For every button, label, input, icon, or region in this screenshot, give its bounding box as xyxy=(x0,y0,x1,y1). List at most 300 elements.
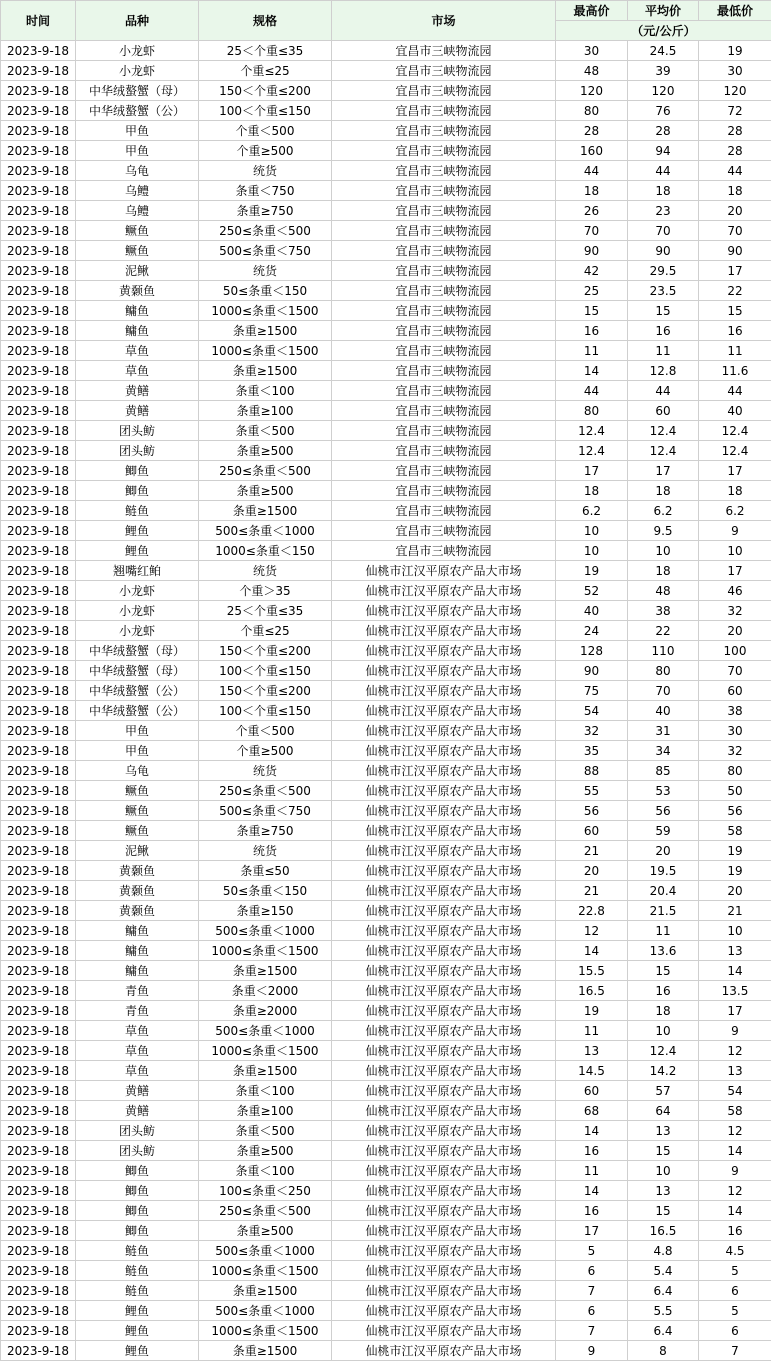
avg-price-cell: 76 xyxy=(628,101,699,121)
date-cell: 2023-9-18 xyxy=(1,1061,76,1081)
market-cell: 宜昌市三峡物流园 xyxy=(332,461,556,481)
market-cell: 宜昌市三峡物流园 xyxy=(332,421,556,441)
table-row xyxy=(1,621,771,641)
variety-cell: 小龙虾 xyxy=(76,581,199,601)
min-price-cell: 54 xyxy=(699,1081,771,1101)
avg-price-cell: 9.5 xyxy=(628,521,699,541)
spec-cell: 1000≤条重＜1500 xyxy=(199,301,332,321)
variety-cell: 鳜鱼 xyxy=(76,821,199,841)
table-row xyxy=(1,61,771,81)
avg-price-cell: 13.6 xyxy=(628,941,699,961)
avg-price-cell: 24.5 xyxy=(628,41,699,61)
market-cell: 仙桃市江汉平原农产品大市场 xyxy=(332,1301,556,1321)
table-row xyxy=(1,821,771,841)
spec-cell: 条重＜2000 xyxy=(199,981,332,1001)
spec-cell: 个重≤25 xyxy=(199,61,332,81)
market-cell: 仙桃市江汉平原农产品大市场 xyxy=(332,1261,556,1281)
table-row xyxy=(1,121,771,141)
table-row xyxy=(1,661,771,681)
min-price-cell: 21 xyxy=(699,901,771,921)
table-row xyxy=(1,801,771,821)
date-cell: 2023-9-18 xyxy=(1,1041,76,1061)
avg-price-cell: 39 xyxy=(628,61,699,81)
market-cell: 仙桃市江汉平原农产品大市场 xyxy=(332,1021,556,1041)
variety-cell: 鳙鱼 xyxy=(76,921,199,941)
header-date: 时间 xyxy=(1,1,76,41)
variety-cell: 草鱼 xyxy=(76,1061,199,1081)
date-cell: 2023-9-18 xyxy=(1,101,76,121)
max-price-cell: 80 xyxy=(556,101,628,121)
market-cell: 宜昌市三峡物流园 xyxy=(332,221,556,241)
date-cell: 2023-9-18 xyxy=(1,761,76,781)
market-cell: 仙桃市江汉平原农产品大市场 xyxy=(332,801,556,821)
spec-cell: 个重≤25 xyxy=(199,621,332,641)
max-price-cell: 14.5 xyxy=(556,1061,628,1081)
spec-cell: 25＜个重≤35 xyxy=(199,601,332,621)
market-cell: 宜昌市三峡物流园 xyxy=(332,261,556,281)
avg-price-cell: 94 xyxy=(628,141,699,161)
spec-cell: 条重≥1500 xyxy=(199,501,332,521)
table-row xyxy=(1,301,771,321)
max-price-cell: 10 xyxy=(556,521,628,541)
variety-cell: 鳙鱼 xyxy=(76,321,199,341)
market-cell: 仙桃市江汉平原农产品大市场 xyxy=(332,941,556,961)
date-cell: 2023-9-18 xyxy=(1,1201,76,1221)
variety-cell: 团头鲂 xyxy=(76,441,199,461)
max-price-cell: 15 xyxy=(556,301,628,321)
min-price-cell: 20 xyxy=(699,881,771,901)
table-row xyxy=(1,261,771,281)
max-price-cell: 24 xyxy=(556,621,628,641)
market-cell: 仙桃市江汉平原农产品大市场 xyxy=(332,1041,556,1061)
max-price-cell: 10 xyxy=(556,541,628,561)
avg-price-cell: 10 xyxy=(628,1161,699,1181)
market-cell: 宜昌市三峡物流园 xyxy=(332,141,556,161)
table-row xyxy=(1,201,771,221)
market-cell: 宜昌市三峡物流园 xyxy=(332,41,556,61)
avg-price-cell: 85 xyxy=(628,761,699,781)
spec-cell: 条重≥1500 xyxy=(199,1281,332,1301)
max-price-cell: 15.5 xyxy=(556,961,628,981)
spec-cell: 50≤条重＜150 xyxy=(199,881,332,901)
table-row xyxy=(1,441,771,461)
min-price-cell: 28 xyxy=(699,121,771,141)
spec-cell: 条重≥1500 xyxy=(199,321,332,341)
market-cell: 仙桃市江汉平原农产品大市场 xyxy=(332,961,556,981)
variety-cell: 甲鱼 xyxy=(76,741,199,761)
market-cell: 宜昌市三峡物流园 xyxy=(332,121,556,141)
spec-cell: 条重≥100 xyxy=(199,401,332,421)
variety-cell: 中华绒螯蟹（公） xyxy=(76,101,199,121)
max-price-cell: 9 xyxy=(556,1341,628,1361)
avg-price-cell: 53 xyxy=(628,781,699,801)
market-cell: 仙桃市江汉平原农产品大市场 xyxy=(332,921,556,941)
max-price-cell: 7 xyxy=(556,1281,628,1301)
date-cell: 2023-9-18 xyxy=(1,321,76,341)
date-cell: 2023-9-18 xyxy=(1,201,76,221)
market-cell: 仙桃市江汉平原农产品大市场 xyxy=(332,761,556,781)
min-price-cell: 17 xyxy=(699,561,771,581)
table-row xyxy=(1,981,771,1001)
avg-price-cell: 44 xyxy=(628,381,699,401)
min-price-cell: 72 xyxy=(699,101,771,121)
date-cell: 2023-9-18 xyxy=(1,1161,76,1181)
spec-cell: 条重≥500 xyxy=(199,1141,332,1161)
header-max-price: 最高价 xyxy=(556,1,628,21)
spec-cell: 500≤条重＜1000 xyxy=(199,1241,332,1261)
max-price-cell: 6 xyxy=(556,1261,628,1281)
variety-cell: 甲鱼 xyxy=(76,121,199,141)
min-price-cell: 5 xyxy=(699,1301,771,1321)
variety-cell: 小龙虾 xyxy=(76,61,199,81)
max-price-cell: 20 xyxy=(556,861,628,881)
min-price-cell: 28 xyxy=(699,141,771,161)
max-price-cell: 22.8 xyxy=(556,901,628,921)
table-row xyxy=(1,761,771,781)
avg-price-cell: 70 xyxy=(628,681,699,701)
table-header xyxy=(1,1,771,41)
avg-price-cell: 10 xyxy=(628,541,699,561)
max-price-cell: 160 xyxy=(556,141,628,161)
market-cell: 仙桃市江汉平原农产品大市场 xyxy=(332,1161,556,1181)
date-cell: 2023-9-18 xyxy=(1,421,76,441)
min-price-cell: 9 xyxy=(699,1021,771,1041)
avg-price-cell: 15 xyxy=(628,1201,699,1221)
table-row xyxy=(1,1161,771,1181)
variety-cell: 鲫鱼 xyxy=(76,1221,199,1241)
table-row xyxy=(1,421,771,441)
date-cell: 2023-9-18 xyxy=(1,1301,76,1321)
header-variety: 品种 xyxy=(76,1,199,41)
date-cell: 2023-9-18 xyxy=(1,1221,76,1241)
date-cell: 2023-9-18 xyxy=(1,41,76,61)
max-price-cell: 120 xyxy=(556,81,628,101)
spec-cell: 统货 xyxy=(199,561,332,581)
spec-cell: 100＜个重≤150 xyxy=(199,701,332,721)
min-price-cell: 11 xyxy=(699,341,771,361)
min-price-cell: 4.5 xyxy=(699,1241,771,1261)
min-price-cell: 12 xyxy=(699,1121,771,1141)
variety-cell: 乌鳢 xyxy=(76,181,199,201)
avg-price-cell: 16 xyxy=(628,981,699,1001)
market-cell: 仙桃市江汉平原农产品大市场 xyxy=(332,621,556,641)
date-cell: 2023-9-18 xyxy=(1,721,76,741)
variety-cell: 鳙鱼 xyxy=(76,301,199,321)
avg-price-cell: 16.5 xyxy=(628,1221,699,1241)
variety-cell: 鳜鱼 xyxy=(76,801,199,821)
avg-price-cell: 13 xyxy=(628,1181,699,1201)
market-cell: 仙桃市江汉平原农产品大市场 xyxy=(332,881,556,901)
variety-cell: 甲鱼 xyxy=(76,721,199,741)
min-price-cell: 15 xyxy=(699,301,771,321)
max-price-cell: 90 xyxy=(556,241,628,261)
max-price-cell: 70 xyxy=(556,221,628,241)
spec-cell: 150＜个重≤200 xyxy=(199,81,332,101)
spec-cell: 统货 xyxy=(199,841,332,861)
table-row xyxy=(1,1281,771,1301)
market-cell: 仙桃市江汉平原农产品大市场 xyxy=(332,1121,556,1141)
variety-cell: 草鱼 xyxy=(76,1021,199,1041)
variety-cell: 鲢鱼 xyxy=(76,1281,199,1301)
avg-price-cell: 56 xyxy=(628,801,699,821)
min-price-cell: 90 xyxy=(699,241,771,261)
table-row xyxy=(1,241,771,261)
max-price-cell: 75 xyxy=(556,681,628,701)
variety-cell: 鲫鱼 xyxy=(76,461,199,481)
avg-price-cell: 18 xyxy=(628,181,699,201)
spec-cell: 250≤条重＜500 xyxy=(199,1201,332,1221)
max-price-cell: 19 xyxy=(556,561,628,581)
date-cell: 2023-9-18 xyxy=(1,461,76,481)
avg-price-cell: 28 xyxy=(628,121,699,141)
spec-cell: 1000≤条重＜1500 xyxy=(199,1261,332,1281)
min-price-cell: 12 xyxy=(699,1181,771,1201)
market-cell: 宜昌市三峡物流园 xyxy=(332,61,556,81)
table-row xyxy=(1,281,771,301)
min-price-cell: 120 xyxy=(699,81,771,101)
spec-cell: 25＜个重≤35 xyxy=(199,41,332,61)
avg-price-cell: 64 xyxy=(628,1101,699,1121)
max-price-cell: 12.4 xyxy=(556,441,628,461)
table-row xyxy=(1,81,771,101)
avg-price-cell: 22 xyxy=(628,621,699,641)
date-cell: 2023-9-18 xyxy=(1,901,76,921)
max-price-cell: 6.2 xyxy=(556,501,628,521)
variety-cell: 鳙鱼 xyxy=(76,961,199,981)
date-cell: 2023-9-18 xyxy=(1,441,76,461)
date-cell: 2023-9-18 xyxy=(1,981,76,1001)
table-row xyxy=(1,41,771,61)
date-cell: 2023-9-18 xyxy=(1,1321,76,1341)
date-cell: 2023-9-18 xyxy=(1,941,76,961)
avg-price-cell: 11 xyxy=(628,341,699,361)
date-cell: 2023-9-18 xyxy=(1,381,76,401)
table-row xyxy=(1,1121,771,1141)
min-price-cell: 19 xyxy=(699,41,771,61)
spec-cell: 1000≤条重＜1500 xyxy=(199,341,332,361)
avg-price-cell: 4.8 xyxy=(628,1241,699,1261)
table-row xyxy=(1,681,771,701)
avg-price-cell: 10 xyxy=(628,1021,699,1041)
max-price-cell: 28 xyxy=(556,121,628,141)
max-price-cell: 14 xyxy=(556,941,628,961)
market-cell: 仙桃市江汉平原农产品大市场 xyxy=(332,981,556,1001)
min-price-cell: 32 xyxy=(699,741,771,761)
table-row xyxy=(1,741,771,761)
max-price-cell: 17 xyxy=(556,461,628,481)
spec-cell: 条重＜100 xyxy=(199,1161,332,1181)
avg-price-cell: 80 xyxy=(628,661,699,681)
spec-cell: 条重＜100 xyxy=(199,381,332,401)
date-cell: 2023-9-18 xyxy=(1,1021,76,1041)
table-row xyxy=(1,481,771,501)
variety-cell: 鲢鱼 xyxy=(76,501,199,521)
avg-price-cell: 6.2 xyxy=(628,501,699,521)
table-row xyxy=(1,1221,771,1241)
min-price-cell: 22 xyxy=(699,281,771,301)
avg-price-cell: 12.8 xyxy=(628,361,699,381)
max-price-cell: 19 xyxy=(556,1001,628,1021)
market-cell: 宜昌市三峡物流园 xyxy=(332,441,556,461)
table-row xyxy=(1,561,771,581)
table-row xyxy=(1,841,771,861)
avg-price-cell: 57 xyxy=(628,1081,699,1101)
spec-cell: 统货 xyxy=(199,161,332,181)
avg-price-cell: 38 xyxy=(628,601,699,621)
variety-cell: 鲤鱼 xyxy=(76,1321,199,1341)
min-price-cell: 58 xyxy=(699,821,771,841)
date-cell: 2023-9-18 xyxy=(1,801,76,821)
min-price-cell: 13 xyxy=(699,1061,771,1081)
spec-cell: 1000≤条重＜1500 xyxy=(199,941,332,961)
date-cell: 2023-9-18 xyxy=(1,501,76,521)
max-price-cell: 80 xyxy=(556,401,628,421)
market-cell: 仙桃市江汉平原农产品大市场 xyxy=(332,1241,556,1261)
max-price-cell: 11 xyxy=(556,1161,628,1181)
table-row xyxy=(1,781,771,801)
spec-cell: 条重≥1500 xyxy=(199,961,332,981)
date-cell: 2023-9-18 xyxy=(1,81,76,101)
table-row xyxy=(1,181,771,201)
min-price-cell: 38 xyxy=(699,701,771,721)
min-price-cell: 14 xyxy=(699,1201,771,1221)
market-cell: 仙桃市江汉平原农产品大市场 xyxy=(332,661,556,681)
avg-price-cell: 18 xyxy=(628,1001,699,1021)
min-price-cell: 80 xyxy=(699,761,771,781)
table-row xyxy=(1,1261,771,1281)
spec-cell: 条重≥500 xyxy=(199,481,332,501)
market-cell: 仙桃市江汉平原农产品大市场 xyxy=(332,581,556,601)
min-price-cell: 19 xyxy=(699,861,771,881)
avg-price-cell: 15 xyxy=(628,1141,699,1161)
market-cell: 仙桃市江汉平原农产品大市场 xyxy=(332,821,556,841)
table-row xyxy=(1,941,771,961)
date-cell: 2023-9-18 xyxy=(1,681,76,701)
date-cell: 2023-9-18 xyxy=(1,61,76,81)
market-cell: 仙桃市江汉平原农产品大市场 xyxy=(332,721,556,741)
variety-cell: 黄颡鱼 xyxy=(76,901,199,921)
spec-cell: 条重＜750 xyxy=(199,181,332,201)
date-cell: 2023-9-18 xyxy=(1,781,76,801)
date-cell: 2023-9-18 xyxy=(1,961,76,981)
avg-price-cell: 14.2 xyxy=(628,1061,699,1081)
variety-cell: 鲫鱼 xyxy=(76,1181,199,1201)
date-cell: 2023-9-18 xyxy=(1,301,76,321)
market-cell: 仙桃市江汉平原农产品大市场 xyxy=(332,1321,556,1341)
max-price-cell: 48 xyxy=(556,61,628,81)
variety-cell: 中华绒螯蟹（母） xyxy=(76,661,199,681)
min-price-cell: 6.2 xyxy=(699,501,771,521)
date-cell: 2023-9-18 xyxy=(1,341,76,361)
min-price-cell: 50 xyxy=(699,781,771,801)
date-cell: 2023-9-18 xyxy=(1,481,76,501)
market-cell: 仙桃市江汉平原农产品大市场 xyxy=(332,1141,556,1161)
market-cell: 宜昌市三峡物流园 xyxy=(332,481,556,501)
min-price-cell: 18 xyxy=(699,481,771,501)
min-price-cell: 18 xyxy=(699,181,771,201)
header-avg-price: 平均价 xyxy=(628,1,699,21)
variety-cell: 乌龟 xyxy=(76,761,199,781)
table-row xyxy=(1,901,771,921)
min-price-cell: 20 xyxy=(699,201,771,221)
table-row xyxy=(1,341,771,361)
market-cell: 宜昌市三峡物流园 xyxy=(332,341,556,361)
avg-price-cell: 20 xyxy=(628,841,699,861)
market-cell: 宜昌市三峡物流园 xyxy=(332,301,556,321)
spec-cell: 250≤条重＜500 xyxy=(199,221,332,241)
market-cell: 仙桃市江汉平原农产品大市场 xyxy=(332,1201,556,1221)
min-price-cell: 44 xyxy=(699,161,771,181)
table-row xyxy=(1,401,771,421)
spec-cell: 150＜个重≤200 xyxy=(199,681,332,701)
header-unit: （元/公斤） xyxy=(556,21,771,41)
avg-price-cell: 18 xyxy=(628,561,699,581)
avg-price-cell: 110 xyxy=(628,641,699,661)
variety-cell: 团头鲂 xyxy=(76,1141,199,1161)
market-cell: 仙桃市江汉平原农产品大市场 xyxy=(332,1341,556,1361)
table-row xyxy=(1,581,771,601)
table-row xyxy=(1,501,771,521)
spec-cell: 100≤条重＜250 xyxy=(199,1181,332,1201)
table-row xyxy=(1,521,771,541)
market-cell: 仙桃市江汉平原农产品大市场 xyxy=(332,901,556,921)
avg-price-cell: 19.5 xyxy=(628,861,699,881)
min-price-cell: 70 xyxy=(699,661,771,681)
min-price-cell: 6 xyxy=(699,1321,771,1341)
min-price-cell: 14 xyxy=(699,961,771,981)
max-price-cell: 60 xyxy=(556,1081,628,1101)
spec-cell: 条重＜500 xyxy=(199,421,332,441)
min-price-cell: 19 xyxy=(699,841,771,861)
market-cell: 宜昌市三峡物流园 xyxy=(332,401,556,421)
date-cell: 2023-9-18 xyxy=(1,1261,76,1281)
variety-cell: 黄颡鱼 xyxy=(76,861,199,881)
date-cell: 2023-9-18 xyxy=(1,1241,76,1261)
avg-price-cell: 90 xyxy=(628,241,699,261)
variety-cell: 鳜鱼 xyxy=(76,781,199,801)
market-cell: 宜昌市三峡物流园 xyxy=(332,381,556,401)
min-price-cell: 16 xyxy=(699,321,771,341)
table-row xyxy=(1,701,771,721)
avg-price-cell: 12.4 xyxy=(628,421,699,441)
variety-cell: 小龙虾 xyxy=(76,621,199,641)
spec-cell: 统货 xyxy=(199,761,332,781)
max-price-cell: 55 xyxy=(556,781,628,801)
spec-cell: 条重≥100 xyxy=(199,1101,332,1121)
table-row xyxy=(1,321,771,341)
market-cell: 仙桃市江汉平原农产品大市场 xyxy=(332,1221,556,1241)
variety-cell: 泥鳅 xyxy=(76,261,199,281)
avg-price-cell: 31 xyxy=(628,721,699,741)
spec-cell: 500≤条重＜1000 xyxy=(199,921,332,941)
table-row xyxy=(1,221,771,241)
variety-cell: 中华绒螯蟹（公） xyxy=(76,681,199,701)
avg-price-cell: 59 xyxy=(628,821,699,841)
table-row xyxy=(1,101,771,121)
spec-cell: 条重＜500 xyxy=(199,1121,332,1141)
spec-cell: 个重＜500 xyxy=(199,121,332,141)
date-cell: 2023-9-18 xyxy=(1,121,76,141)
avg-price-cell: 29.5 xyxy=(628,261,699,281)
avg-price-cell: 12.4 xyxy=(628,441,699,461)
min-price-cell: 9 xyxy=(699,521,771,541)
max-price-cell: 88 xyxy=(556,761,628,781)
avg-price-cell: 18 xyxy=(628,481,699,501)
spec-cell: 250≤条重＜500 xyxy=(199,461,332,481)
market-cell: 宜昌市三峡物流园 xyxy=(332,501,556,521)
min-price-cell: 60 xyxy=(699,681,771,701)
table-row xyxy=(1,1001,771,1021)
